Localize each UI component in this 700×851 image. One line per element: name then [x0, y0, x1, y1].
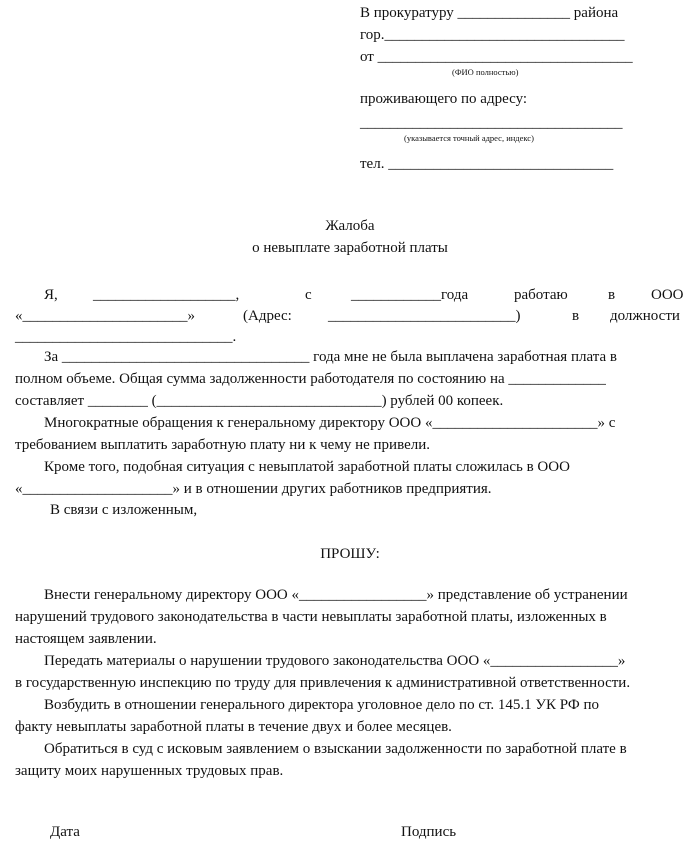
- intro-word: с: [305, 287, 312, 303]
- paragraph-line: требованием выплатить заработную плату ни к чему не привели.: [15, 437, 430, 453]
- paragraph-line: Кроме того, подобная ситуация с невыплатой заработной платы сложилась в ООО: [44, 459, 570, 475]
- request-heading: ПРОШУ:: [320, 546, 380, 562]
- date-label: Дата: [50, 824, 80, 840]
- request-line: факту невыплаты заработной платы в течение двух и более месяцев.: [15, 719, 452, 735]
- intro-word: работаю: [514, 287, 568, 303]
- request-line: в государственную инспекцию по труду для привлечения к административной ответственности.: [15, 675, 631, 691]
- paragraph-line: Многократные обращения к генеральному директору ООО «______________________» с: [44, 415, 616, 431]
- request-line: Внести генеральному директору ООО «_________________» представление об устранении: [44, 587, 628, 603]
- paragraph-line: «____________________» и в отношении других работников предприятия.: [15, 481, 492, 497]
- paragraph-line: За _________________________________ года мне не была выплачена заработная плата в: [44, 349, 617, 365]
- signature-label: Подпись: [401, 824, 457, 840]
- request-line: Передать материалы о нарушении трудового законодательства ООО «_________________»: [44, 653, 626, 669]
- header-prosecutor-line: В прокуратуру _______________ района: [360, 5, 619, 21]
- header-phone-line: тел. ______________________________: [360, 156, 614, 172]
- intro-blank-company: «______________________»: [15, 308, 195, 324]
- header-fio-caption: (ФИО полностью): [452, 67, 519, 77]
- intro-blank-position: _____________________________.: [15, 329, 237, 345]
- title-complaint: Жалоба: [325, 218, 375, 234]
- intro-word: в: [608, 287, 616, 303]
- request-line: нарушений трудового законодательства в части невыплаты заработной платы, изложенных в: [15, 609, 607, 625]
- intro-word: должности: [610, 308, 680, 324]
- header-address-line: ___________________________________: [360, 115, 623, 131]
- request-line: Обратиться в суд с исковым заявлением о взыскании задолженности по заработной плате в: [44, 741, 627, 757]
- paragraph-line: составляет ________ (______________________________) рублей 00 копеек.: [15, 393, 504, 409]
- request-line: защиту моих нарушенных трудовых прав.: [15, 763, 284, 779]
- header-address-caption: (указывается точный адрес, индекс): [404, 133, 534, 143]
- intro-word: Я,: [44, 287, 58, 303]
- intro-blank-address: _________________________): [328, 308, 521, 324]
- intro-word: (Адрес:: [243, 308, 292, 324]
- intro-word: в: [572, 308, 580, 324]
- paragraph-line: полном объеме. Общая сумма задолженности работодателя по состоянию на _____________: [15, 371, 606, 387]
- intro-blank-name: ___________________,: [93, 287, 240, 303]
- request-line: настоящем заявлении.: [15, 631, 157, 647]
- header-from-line: от __________________________________: [360, 49, 633, 65]
- header-residing-label: проживающего по адресу:: [360, 91, 528, 107]
- intro-blank-year: ____________года: [351, 287, 469, 303]
- title-subject: о невыплате заработной платы: [252, 240, 448, 256]
- request-line: Возбудить в отношении генерального директора уголовное дело по ст. 145.1 УК РФ по: [44, 697, 599, 713]
- header-city-line: гор.________________________________: [360, 27, 625, 43]
- paragraph-in-connection: В связи с изложенным,: [50, 502, 198, 518]
- intro-word: ООО: [651, 287, 684, 303]
